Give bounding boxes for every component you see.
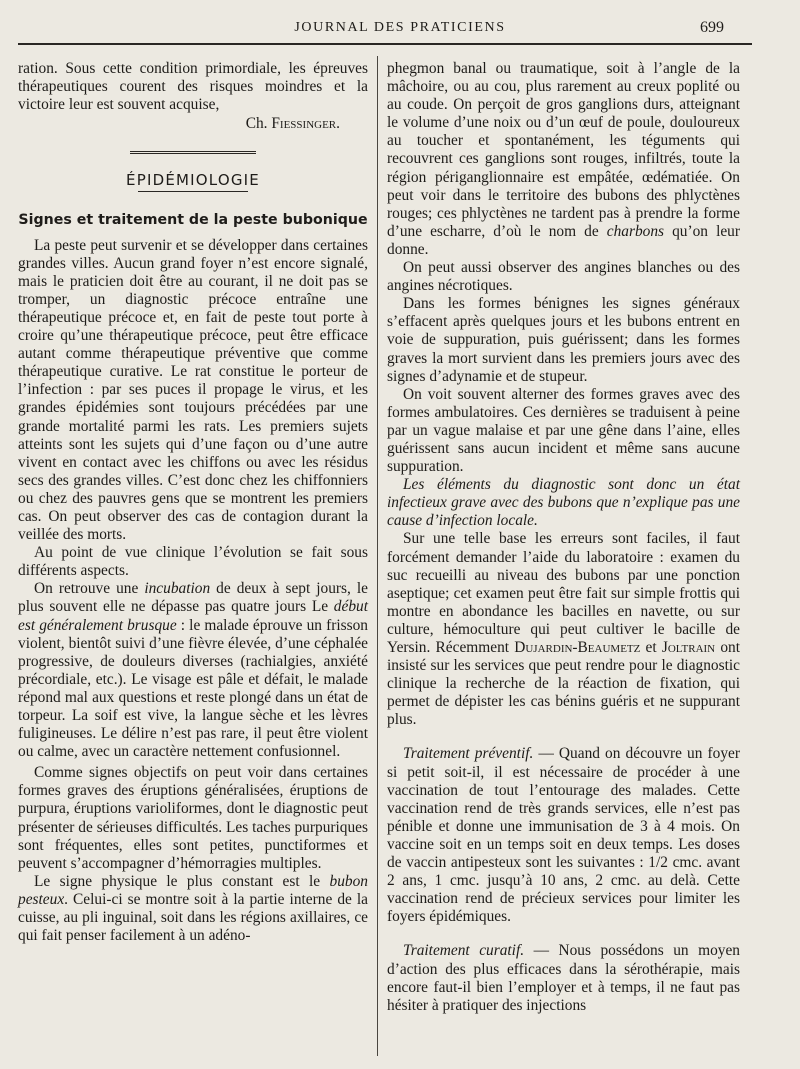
section-title: ÉPIDÉMIOLOGIE: [126, 171, 260, 190]
paragraph-italic: Les éléments du diagnostic sont donc un état infectieux grave avec des bubons que n’explique pas une cause d’infection locale.: [387, 476, 740, 530]
italic-heading: Traitement curatif.: [403, 942, 525, 960]
text-run: Le signe physique le plus constant est le: [34, 872, 330, 890]
paragraph: La peste peut survenir et se développer dans certaines grandes villes. Aucun grand foyer n’est encore signalé, mais le praticien doit être au courant, il ne doit pas se tromper, un diagnostic précoce entraîne une thérapeutique précoce et, en fait de peste tout porte à croire qu’une thérapeutique précoce, peut être efficace autant comme thérapeutique préventive que comme thérapeutique curative. Le rat constitue le porteur de l’infection : par ses puces il propage le virus, et les grandes épidémies sont toujours précédées par une grande mortalité parmi les rats. Les premiers sujets atteints sont les sujets qui d’une façon ou d’une autre vivent en contact avec les chiffons ou avec les résidus secs des grandes villes. C’est donc chez les chiffonniers ou chez des pauvres gens que se montrent les premiers cas. On peut observer des cas de contagion durant la veillée des morts.: [18, 236, 368, 544]
paragraph: Au point de vue clinique l’évolution se fait sous différents aspects.: [18, 544, 368, 580]
italic-text: bubon pesteux: [18, 872, 368, 908]
text-run: et: [640, 639, 662, 656]
paragraph: [18, 580, 368, 761]
text-run: phegmon banal ou traumatique, soit à l’angle de la mâchoire, ou au cou, plus rarement au creux poplité ou au coude. On perçoit de gros ganglions durs, atteignant le volume d’une noix ou d’un œuf de poule, douloureux au toucher et spontanément, les téguments qui recouvrent ces ganglions sont rouges, infiltrés, toute la région périganglionnaire est empâtée, œdématiée. On peut voir dans le territoire des bubons des phlyctènes rouges; ces phlyctènes ne tardent pas à prendre la forme d’une escharre, d’où le nom de: [387, 60, 740, 240]
signature-initial: Ch.: [245, 115, 268, 133]
paragraph: On voit souvent alterner des formes graves avec des formes ambulatoires. Ces dernières se traduisent à peine par un vague malaise et par une gêne dans l’aine, elles guérissent sans aucun incident et même sans aucune suppuration.: [387, 385, 740, 476]
text-run: On retrouve une: [34, 580, 145, 598]
running-title: JOURNAL DES PRATICIENS: [294, 20, 506, 35]
right-column: [387, 60, 740, 1015]
article-title: Signes et traitement de la peste bubonique: [18, 212, 368, 229]
signature-name: Fiessinger.: [271, 115, 340, 133]
paragraph: [387, 942, 740, 1014]
italic-text: début est généralement brusque: [18, 598, 368, 634]
text-run: — Quand on découvre un foyer si petit soit-il, il est nécessaire de procéder à une vaccination de tout l’entourage des malades. Cette vaccination rend de très grands services, elle n’est pas pénible et donne une immunisation de 3 à 4 mois. On vaccine soit en un temps soit en deux temps. Les doses de vaccin antipesteux sont les suivantes : 1/2 cmc. avant 2 ans, 1 cmc. jusqu’à 10 ans, 2 cmc. au delà. Cette vaccination rend de précieux services pour limiter les foyers épidémiques.: [387, 745, 740, 926]
column-divider: [377, 56, 378, 1056]
italic-heading: Traitement préventif.: [403, 745, 534, 763]
author-name: Dujardin-Beaumetz: [514, 639, 641, 656]
paragraph: [387, 530, 740, 729]
paragraph: [387, 60, 740, 259]
text-run: qu’on leur donne.: [387, 222, 740, 258]
italic-text: incubation: [144, 580, 211, 598]
paragraph: [387, 745, 740, 926]
left-column: [18, 60, 368, 945]
text-run: . Celui-ci se montre soit à la partie interne de la cuisse, au pli inguinal, soit dans les régions axillaires, ce qui fait penser facilement à un adéno-: [18, 890, 368, 945]
italic-text: charbons: [606, 222, 665, 240]
text-run: de deux à sept jours, le plus souvent elle ne dépasse pas quatre jours Le: [18, 580, 368, 616]
paragraph-continuation: ration. Sous cette condition primordiale, les épreuves thérapeutiques courent des risques moindres et la victoire leur est souvent acquise,: [18, 60, 368, 114]
page-header: [0, 0, 800, 46]
section-rule: [130, 151, 256, 156]
author-name: Joltrain: [661, 639, 716, 656]
text-run: Sur une telle base les erreurs sont faciles, il faut forcément demander l’aide du laboratoire : examen du suc recueilli au niveau des bubons par une ponction aseptique; cet examen peut être fait sur simple frottis qui montre en abondance les bacilles en navette, ou sur culture, hémoculture qui peut cultiver le bacille de Yersin. Récemment: [387, 530, 740, 656]
text-run: : le malade éprouve un frisson violent, bientôt suivi d’une fièvre élevée, d’une céphalée progressive, de douleurs diverses (rachialgies, anxiété précordiale, etc.). Le visage est pâle et défait, le malade répond mal aux questions et reste plongé dans un état de torpeur. La soif est vive, la langue sèche et les lèvres fuligineuses. Le délire n’est pas rare, il peut être violent ou calme, avec un caractère nettement confusionnel.: [18, 616, 368, 761]
author-signature: [18, 115, 368, 133]
paragraph: [18, 873, 368, 945]
paragraph: Dans les formes bénignes les signes généraux s’effacent après quelques jours et les bubons entrent en voie de suppuration, puis guérissent; dans les formes graves la mort survient dans les premiers jours avec des signes d’adynamie et de stupeur.: [387, 295, 740, 385]
paragraph: Comme signes objectifs on peut voir dans certaines formes graves des éruptions généralisées, éruptions de purpura, éruptions varioliformes, dont le diagnostic peut présenter de sérieuses difficultés. Les taches purpuriques sont fréquentes, elles sont petites, punctiformes et peuvent s’accompagner d’hémorragies multiples.: [18, 764, 368, 872]
page-number: 699: [700, 19, 724, 36]
header-rule: [18, 43, 752, 45]
paragraph-gap: [387, 926, 740, 942]
section-underline: [138, 191, 248, 192]
text-run: ont insisté sur les services que peut rendre pour le diagnostic clinique la recherche de la réaction de fixation, qui permet de dépister les cas bénins guéris et ne suppurant plus.: [387, 639, 740, 729]
text-run: — Nous possédons un moyen d’action des plus efficaces dans la sérothérapie, mais encore faut-il bien l’employer et à temps, il ne faut pas hésiter à pratiquer des injections: [387, 942, 740, 1014]
paragraph: On peut aussi observer des angines blanches ou des angines nécrotiques.: [387, 259, 740, 295]
paragraph-gap: [387, 729, 740, 745]
